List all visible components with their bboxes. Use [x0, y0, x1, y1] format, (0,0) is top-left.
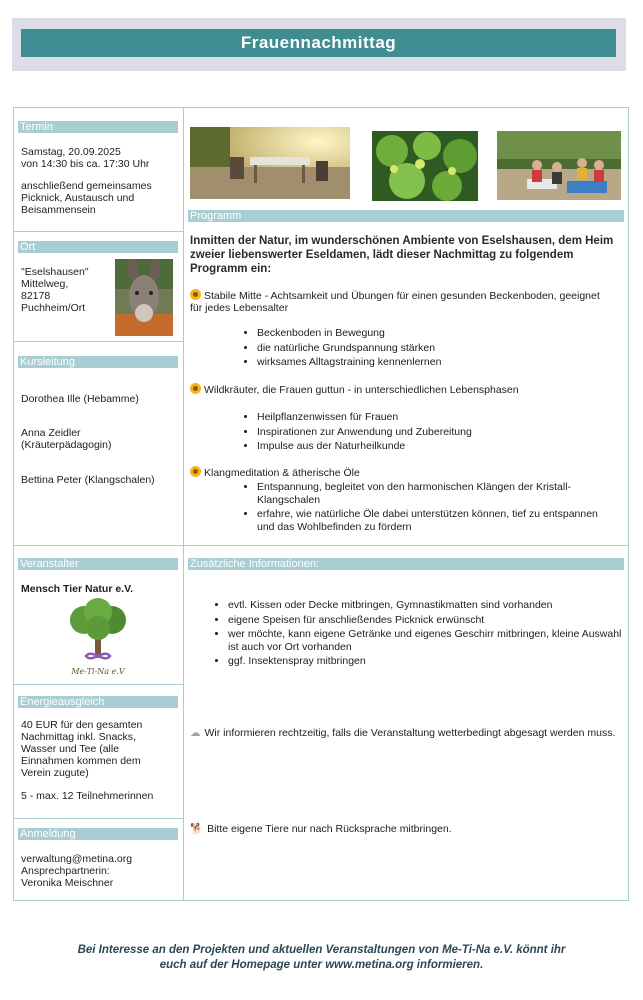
termin-extra-line: Beisammensein: [21, 204, 96, 216]
energie-line: Verein zugute): [21, 767, 89, 779]
title-banner: [12, 18, 626, 71]
energie-participants: 5 - max. 12 Teilnehmerinnen: [21, 790, 154, 802]
list-item: • die natürliche Grundspannung stärken: [257, 342, 617, 355]
programm-section-list: [243, 327, 617, 371]
list-item: • wirksames Alltagstraining kennenlernen: [257, 356, 617, 369]
veranstalter-header: Veranstalter: [18, 558, 178, 570]
list-item: • evtl. Kissen oder Decke mitbringen, Gymnastikmatten sind vorhanden: [228, 599, 628, 612]
ort-line: Mittelweg,: [21, 278, 69, 290]
left-divider-energie: [13, 684, 183, 685]
group-photo: [497, 131, 621, 200]
termin-date: Samstag, 20.09.2025: [21, 146, 121, 158]
kursleitung-person: Dorothea Ille (Hebamme): [21, 393, 139, 405]
left-divider-kursleitung: [13, 341, 183, 342]
footer-line: Bei Interesse an den Projekten und aktuellen Veranstaltungen von Me-Ti-Na e.V. könnt ihr: [77, 944, 566, 956]
logo-text: Me-Ti-Na e.V: [71, 667, 125, 676]
sunflower-icon: [190, 383, 201, 394]
energie-line: Wasser und Tee (alle: [21, 743, 120, 755]
termin-extra-line: Picknick, Austausch und: [21, 192, 135, 204]
kursleitung-person-role: (Kräuterpädagogin): [21, 439, 112, 451]
weather-note: ☁ Wir informieren rechtzeitig, falls die Veranstaltung wetterbedingt abgesagt werden muss.: [190, 727, 616, 739]
list-item: • erfahre, wie natürliche Öle dabei unterstützen können, tief zu entspannen und das Wohlbefinden zu fördern: [257, 508, 612, 533]
column-divider: [183, 107, 184, 901]
dog-icon: 🐕: [190, 823, 204, 835]
zusatz-list: [214, 599, 628, 670]
list-item: • ggf. Insektenspray mitbringen: [228, 655, 628, 668]
kursleitung-person: Bettina Peter (Klangschalen): [21, 474, 155, 486]
programm-section-title: Stabile Mitte - Achtsamkeit und Übungen für einen gesunden Beckenboden, geeignet für jedes Lebensalter: [190, 290, 600, 314]
programm-section-title: Klangmeditation & ätherische Öle: [190, 466, 610, 479]
herbs-photo: [372, 131, 478, 201]
footer-line: euch auf der Homepage unter www.metina.org informieren.: [159, 959, 484, 971]
ort-header: Ort: [18, 241, 178, 253]
termin-time: von 14:30 bis ca. 17:30 Uhr: [21, 158, 150, 170]
ort-line: "Eselshausen": [21, 266, 89, 278]
zusatz-header: Zusätzliche Informationen:: [188, 558, 624, 570]
left-divider-anmeldung: [13, 818, 183, 819]
animals-note: 🐕 Bitte eigene Tiere nur nach Rücksprache mitbringen.: [190, 823, 452, 835]
programm-section-list: [243, 481, 612, 535]
kursleitung-header: Kursleitung: [18, 356, 178, 368]
programm-header: Programm: [188, 210, 624, 222]
list-item: • Beckenboden in Bewegung: [257, 327, 617, 340]
programm-section-title: Wildkräuter, die Frauen guttun - in unterschiedlichen Lebensphasen: [190, 383, 610, 396]
list-item: • eigene Speisen für anschließendes Picknick erwünscht: [228, 614, 628, 627]
list-item: • Inspirationen zur Anwendung und Zubereitung: [257, 426, 617, 439]
sunflower-icon: [190, 466, 201, 477]
termin-header: Termin: [18, 121, 178, 133]
cloud-icon: ☁: [190, 727, 201, 739]
list-item: • Heilpflanzenwissen für Frauen: [257, 411, 617, 424]
left-divider-ort: [13, 231, 183, 232]
list-item: • Entspannung, begleitet von den harmonischen Klängen der Kristall-Klangschalen: [257, 481, 612, 506]
veranstalter-name: Mensch Tier Natur e.V.: [21, 583, 134, 595]
energie-line: Einnahmen kommen dem: [21, 755, 141, 767]
list-item: • wer möchte, kann eigene Getränke und eigenes Geschirr mitbringen, kleine Auswahl ist auch vor Ort vorhanden: [228, 628, 628, 653]
page-title: Frauennachmittag: [21, 29, 616, 57]
picnic-photo: [190, 127, 350, 199]
ort-line: Puchheim/Ort: [21, 302, 86, 314]
energie-line: Nachmittag inkl. Snacks,: [21, 731, 136, 743]
sunflower-icon: [190, 289, 201, 300]
anmeldung-email: verwaltung@metina.org: [21, 853, 133, 865]
ort-line: 82178: [21, 290, 51, 302]
anmeldung-line: Ansprechpartnerin:: [21, 865, 110, 877]
kursleitung-person: Anna Zeidler: [21, 427, 81, 439]
energie-header: Energieausgleich: [18, 696, 178, 708]
programm-section-list: [243, 411, 617, 455]
metina-logo: [60, 598, 136, 680]
anmeldung-line: Veronika Meischner: [21, 877, 114, 889]
energie-line: 40 EUR für den gesamten: [21, 719, 143, 731]
programm-intro: Inmitten der Natur, im wunderschönen Ambiente von Eselshausen, dem Heim zweier liebenswerter Eseldamen, lädt dieser Nachmittag zu folgendem Programm ein:: [190, 235, 614, 275]
row-divider: [13, 545, 629, 546]
termin-extra-line: anschließend gemeinsames: [21, 180, 152, 192]
anmeldung-header: Anmeldung: [18, 828, 178, 840]
list-item: • Impulse aus der Naturheilkunde: [257, 440, 617, 453]
donkey-photo: [115, 259, 173, 336]
